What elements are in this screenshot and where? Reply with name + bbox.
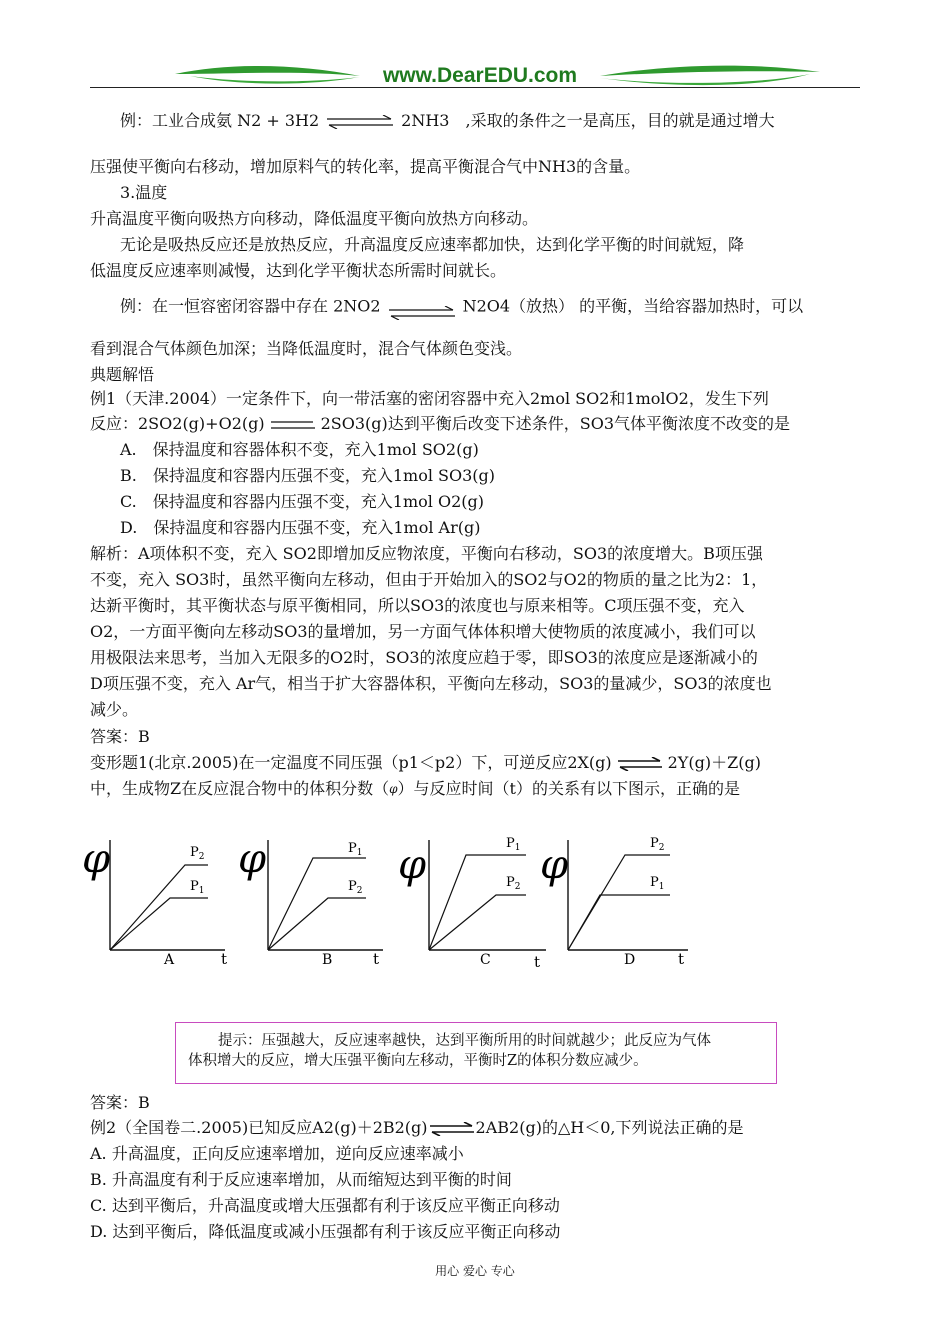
phi-label: φ — [540, 842, 569, 888]
option-b: B. 保持温度和容器内压强不变，充入1mol SO3(g) — [120, 466, 496, 485]
graph-c — [396, 830, 556, 980]
curve-label: $P_2$ — [506, 875, 521, 892]
text-line: 达新平衡时，其平衡状态与原平衡相同，所以SO3的浓度也与原来相等。C项压强不变，充入 — [90, 596, 745, 615]
curve-p2 — [568, 855, 670, 950]
site-name: www.DearEDU.com — [382, 64, 578, 87]
text-line: 例1（天津.2004）一定条件下，向一带活塞的密闭容器中充入2mol SO2和1molO2，发生下列 — [90, 389, 769, 408]
phi-label: φ — [238, 836, 267, 882]
text-line: 看到混合气体颜色加深；当降低温度时，混合气体颜色变浅。 — [90, 339, 523, 358]
text-line: 压强使平衡向右移动，增加原料气的转化率，提高平衡混合气中NH3的含量。 — [90, 157, 641, 176]
text-line: D项压强不变，充入 Ar气，相当于扩大容器体积，平衡向左移动，SO3的量减少，SO3的浓度也 — [90, 674, 772, 693]
option-c: C. 达到平衡后，升高温度或增大压强都有利于该反应平衡正向移动 — [90, 1196, 560, 1215]
site-logo — [170, 60, 850, 90]
text-line: 例：在一恒容密闭容器中存在 2NO2 N2O4（放热） 的平衡，当给容器加热时，可以 — [120, 294, 803, 320]
header-rule — [90, 87, 860, 88]
text-line: 例2（全国卷二.2005)已知反应A2(g)＋2B2(g) 2AB2(g)的△H＜0,下列说法正确的是 — [90, 1118, 744, 1137]
graph-letter: A — [164, 952, 175, 968]
text-line: 不变，充入 SO3时，虽然平衡向左移动，但由于开始加入的SO2与O2的物质的量之比为2：1， — [90, 570, 768, 589]
text-line: 无论是吸热反应还是放热反应，升高温度反应速率都加快，达到化学平衡的时间就短，降 — [120, 235, 745, 254]
t-axis-label: t — [373, 950, 380, 968]
hint-line: 体积增大的反应，增大压强平衡向左移动，平衡时Z的体积分数应减少。 — [188, 1053, 648, 1069]
curve-label: $P_1$ — [650, 875, 665, 892]
phi-label: φ — [398, 842, 427, 888]
option-a: A. 升高温度，正向反应速率增加，逆向反应速率减小 — [90, 1144, 464, 1163]
curve-p1 — [429, 855, 526, 950]
option-d: D. 保持温度和容器内压强不变，充入1mol Ar(g) — [120, 518, 481, 537]
curve-p1 — [268, 858, 366, 950]
phi-symbol: φ — [389, 782, 398, 796]
curve-label: $P_2$ — [650, 836, 665, 853]
t-axis-label: t — [534, 953, 541, 971]
graph-d — [540, 830, 700, 980]
curve-p2 — [429, 895, 526, 950]
curve-label: $P_2$ — [348, 879, 363, 896]
equilibrium-arrows-icon — [271, 418, 315, 432]
text-line: 用极限法来思考，当加入无限多的O2时，SO3的浓度应趋于零，即SO3的浓度应是逐渐减小的 — [90, 648, 758, 667]
curve-label: $P_1$ — [348, 841, 363, 858]
equilibrium-arrows-icon — [389, 306, 455, 320]
section-heading: 典题解悟 — [90, 365, 155, 384]
text-line: 低温度反应速率则减慢，达到化学平衡状态所需时间就长。 — [90, 261, 507, 280]
text-line: 减少。 — [90, 700, 139, 719]
text-line: 升高温度平衡向吸热方向移动，降低温度平衡向放热方向移动。 — [90, 209, 539, 228]
text-line: 3.温度 — [120, 183, 168, 202]
page-footer: 用心 爱心 专心 — [435, 1264, 515, 1278]
text-line: O2，一方面平衡向左移动SO3的量增加，另一方面气体体积增大使物质的浓度减小，我们可以 — [90, 622, 756, 641]
phi-label: φ — [82, 836, 111, 882]
curve-label: $P_2$ — [190, 845, 205, 862]
t-axis-label: t — [678, 950, 685, 968]
option-c: C. 保持温度和容器内压强不变，充入1mol O2(g) — [120, 492, 484, 511]
hint-box — [175, 1022, 777, 1084]
hint-line: 提示：压强越大，反应速率越快，达到平衡所用的时间就越少；此反应为气体 — [218, 1033, 711, 1049]
curve-p2 — [268, 898, 366, 950]
option-b: B. 升高温度有利于反应速率增加，从而缩短达到平衡的时间 — [90, 1170, 512, 1189]
curve-p1 — [110, 898, 208, 950]
graph-letter: D — [624, 952, 636, 968]
equilibrium-arrows-icon — [430, 1122, 474, 1136]
curve-label: $P_1$ — [506, 836, 521, 853]
option-a: A. 保持温度和容器体积不变，充入1mol SO2(g) — [120, 440, 479, 459]
t-axis-label: t — [221, 950, 228, 968]
graph-b — [238, 830, 398, 980]
text-line: 变形题1(北京.2005)在一定温度不同压强（p1＜p2）下，可逆反应2X(g) 2Y(g)＋Z(g) — [90, 753, 761, 772]
answer: 答案：B — [90, 727, 150, 746]
equilibrium-arrows-icon — [327, 115, 393, 129]
text-line: 例：工业合成氨 N2 + 3H2 2NH3 ,采取的条件之一是高压，目的就是通过增大 — [120, 111, 775, 130]
graph-a — [80, 830, 240, 980]
graph-letter: C — [480, 952, 491, 968]
graph-letter: B — [322, 952, 333, 968]
text-line: 中，生成物Z在反应混合物中的体积分数（$^\varphi$）与反应时间（t）的关系有以下图示，正确的是 — [90, 779, 740, 798]
option-d: D. 达到平衡后，降低温度或减小压强都有利于该反应平衡正向移动 — [90, 1222, 561, 1241]
curve-label: $P_1$ — [190, 879, 205, 896]
curve-p1 — [568, 895, 670, 950]
text-line: 反应：2SO2(g)+O2(g) 2SO3(g)达到平衡后改变下述条件，SO3气体平衡浓度不改变的是 — [90, 414, 791, 433]
equilibrium-arrows-icon — [618, 757, 662, 771]
text-line: 解析：A项体积不变，充入 SO2即增加反应物浓度，平衡向右移动，SO3的浓度增大。B项压强 — [90, 544, 763, 563]
answer: 答案：B — [90, 1093, 150, 1112]
